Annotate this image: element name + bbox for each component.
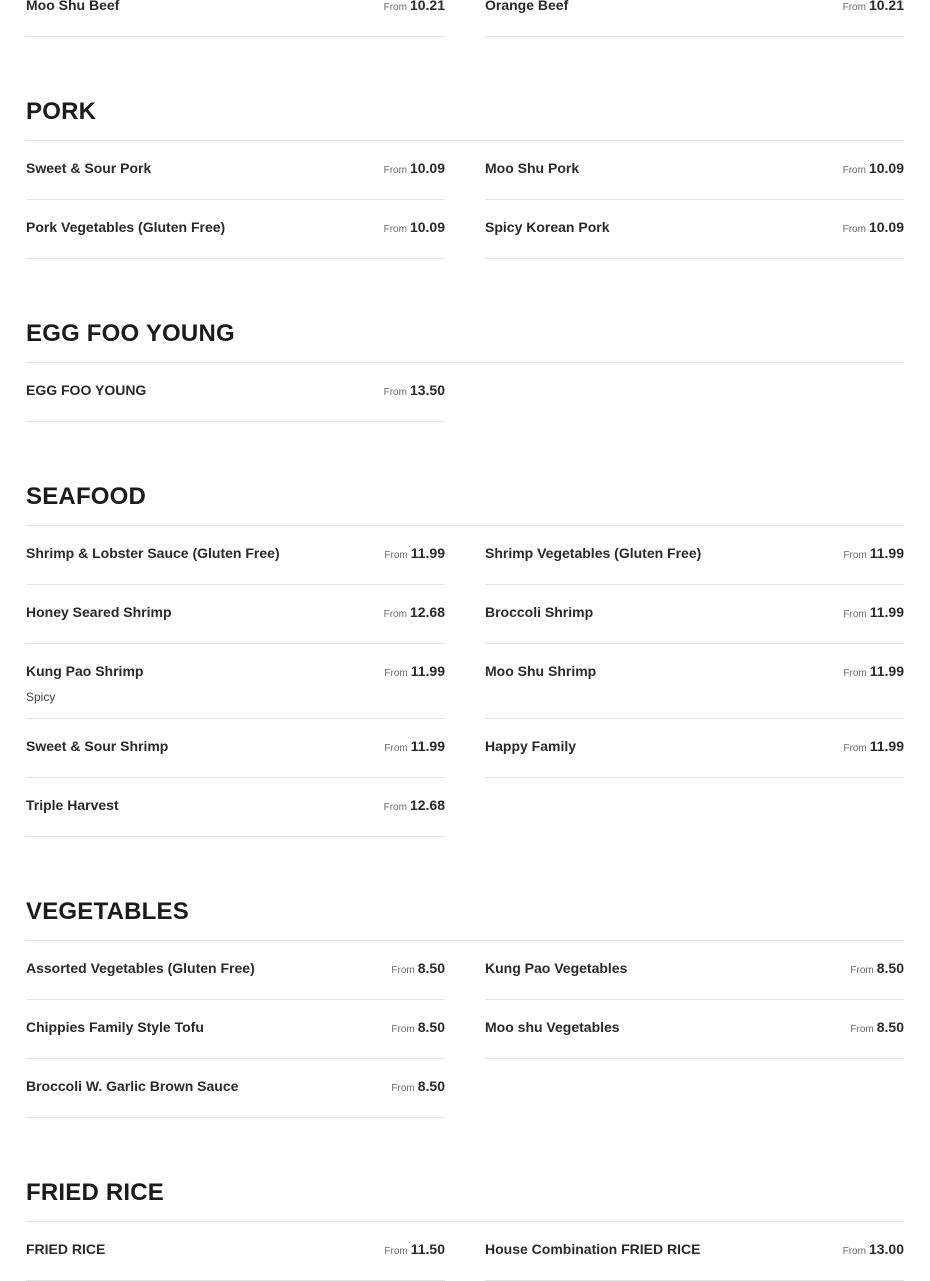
menu-item-broccoli-shrimp[interactable] [485,585,904,644]
menu-item-name: Moo Shu Beef [26,0,120,13]
menu-item-price [843,545,904,564]
menu-item-name: Moo Shu Shrimp [485,663,597,679]
menu-item-price [843,219,904,238]
menu-item-triple-harvest[interactable] [26,778,445,837]
menu-item-price [843,604,904,623]
menu-item-name: House Combination FRIED RICE [485,1241,701,1257]
menu-item-name: Kung Pao Shrimp [26,663,144,679]
price-value: 11.99 [869,663,904,679]
price-value: 10.21 [868,0,904,13]
menu-item-name: Happy Family [485,738,577,754]
menu-item-price [850,960,904,979]
price-prefix: From [383,165,407,176]
menu-item-assorted-vegetables-gluten-free[interactable] [26,941,445,1000]
price-prefix: From [843,668,867,679]
menu-item-note: Spicy [26,690,56,704]
price-prefix: From [384,550,408,561]
price-prefix: From [383,387,407,398]
price-prefix: From [850,1024,874,1035]
menu-item-name: Assorted Vegetables (Gluten Free) [26,960,255,976]
menu-item-kung-pao-shrimp[interactable] [26,644,445,719]
menu-item-fried-rice[interactable] [26,1222,445,1281]
price-prefix: From [391,1083,415,1094]
price-value: 8.50 [876,960,904,976]
menu-item-shrimp-vegetables-gluten-free[interactable] [485,526,904,585]
section-title-pork: PORK [26,98,97,125]
menu-item-name: Broccoli Shrimp [485,604,594,620]
menu-item-name: Moo shu Vegetables [485,1019,620,1035]
price-value: 10.09 [409,219,445,235]
price-prefix: From [850,965,874,976]
menu-item-price [391,1019,445,1038]
menu-item-shrimp-and-lobster-sauce-gluten-free[interactable] [26,526,445,585]
price-prefix: From [843,550,867,561]
price-prefix: From [842,2,866,13]
menu-item-name: Sweet & Sour Pork [26,160,152,176]
price-prefix: From [391,1024,415,1035]
price-prefix: From [391,965,415,976]
menu-item-orange-beef[interactable] [485,0,904,37]
price-value: 11.99 [869,738,904,754]
section-title-vegetables: VEGETABLES [26,898,189,925]
menu-item-egg-foo-young[interactable] [26,363,445,422]
section-title-seafood: SEAFOOD [26,483,147,510]
menu-item-price [391,960,445,979]
menu-item-price [384,219,445,238]
menu-item-name: Shrimp Vegetables (Gluten Free) [485,545,702,561]
menu-item-name: Honey Seared Shrimp [26,604,172,620]
menu-item-sweet-and-sour-shrimp[interactable] [26,719,445,778]
menu-item-name: FRIED RICE [26,1241,106,1257]
menu-item-price [384,0,445,16]
menu-item-house-combination-fried-rice[interactable] [485,1222,904,1281]
price-prefix: From [384,743,408,754]
menu-item-moo-shu-pork[interactable] [485,141,904,200]
menu-item-price [391,1078,445,1097]
menu-item-name: Broccoli W. Garlic Brown Sauce [26,1078,239,1094]
price-prefix: From [843,609,867,620]
menu-item-name: Moo Shu Pork [485,160,580,176]
price-value: 12.68 [409,797,445,813]
price-value: 11.50 [410,1241,445,1257]
menu-item-moo-shu-shrimp[interactable] [485,644,904,719]
price-prefix: From [383,2,407,13]
menu-item-name: Kung Pao Vegetables [485,960,628,976]
menu-item-name: Chippies Family Style Tofu [26,1019,204,1035]
price-value: 11.99 [410,663,445,679]
menu-item-moo-shu-beef[interactable] [26,0,445,37]
menu-item-price [384,1241,445,1260]
menu-item-name: Sweet & Sour Shrimp [26,738,169,754]
menu-item-broccoli-w-garlic-brown-sauce[interactable] [26,1059,445,1118]
price-value: 13.00 [868,1241,904,1257]
price-value: 10.09 [409,160,445,176]
price-prefix: From [843,743,867,754]
price-prefix: From [383,609,407,620]
menu-item-name: Pork Vegetables (Gluten Free) [26,219,226,235]
menu-item-name: Spicy Korean Pork [485,219,610,235]
price-value: 10.21 [409,0,445,13]
price-prefix: From [384,668,408,679]
price-value: 8.50 [876,1019,904,1035]
menu-item-name: Orange Beef [485,0,569,13]
menu-item-price [384,160,445,179]
menu-item-price [384,604,445,623]
price-value: 11.99 [410,738,445,754]
menu-item-kung-pao-vegetables[interactable] [485,941,904,1000]
section-title-fried-rice: FRIED RICE [26,1179,165,1206]
menu-item-price [843,160,904,179]
price-value: 11.99 [869,604,904,620]
menu-item-sweet-and-sour-pork[interactable] [26,141,445,200]
menu-item-price [843,0,904,16]
menu-item-name: Triple Harvest [26,797,119,813]
menu-item-moo-shu-vegetables[interactable] [485,1000,904,1059]
menu-item-pork-vegetables-gluten-free[interactable] [26,200,445,259]
price-value: 13.50 [409,382,445,398]
menu-item-price [843,663,904,682]
menu-item-spicy-korean-pork[interactable] [485,200,904,259]
menu-item-name: EGG FOO YOUNG [26,382,147,398]
menu-item-name: Shrimp & Lobster Sauce (Gluten Free) [26,545,280,561]
price-prefix: From [384,1246,408,1257]
menu-item-price [384,382,445,401]
price-value: 8.50 [417,1019,445,1035]
menu-item-chippies-family-style-tofu[interactable] [26,1000,445,1059]
menu-item-honey-seared-shrimp[interactable] [26,585,445,644]
price-value: 8.50 [417,960,445,976]
price-prefix: From [383,802,407,813]
price-prefix: From [842,1246,866,1257]
price-value: 11.99 [410,545,445,561]
price-value: 10.09 [868,219,904,235]
menu-item-price [384,663,445,682]
menu-item-price [384,545,445,564]
price-prefix: From [383,224,407,235]
menu-item-price [850,1019,904,1038]
price-value: 8.50 [417,1078,445,1094]
menu-item-happy-family[interactable] [485,719,904,778]
price-value: 10.09 [868,160,904,176]
price-prefix: From [842,165,866,176]
menu-item-price [384,738,445,757]
price-value: 12.68 [409,604,445,620]
price-prefix: From [842,224,866,235]
section-title-egg-foo-young: EGG FOO YOUNG [26,320,235,347]
menu-item-price [843,1241,904,1260]
menu-item-price [384,797,445,816]
price-value: 11.99 [869,545,904,561]
menu-item-price [843,738,904,757]
